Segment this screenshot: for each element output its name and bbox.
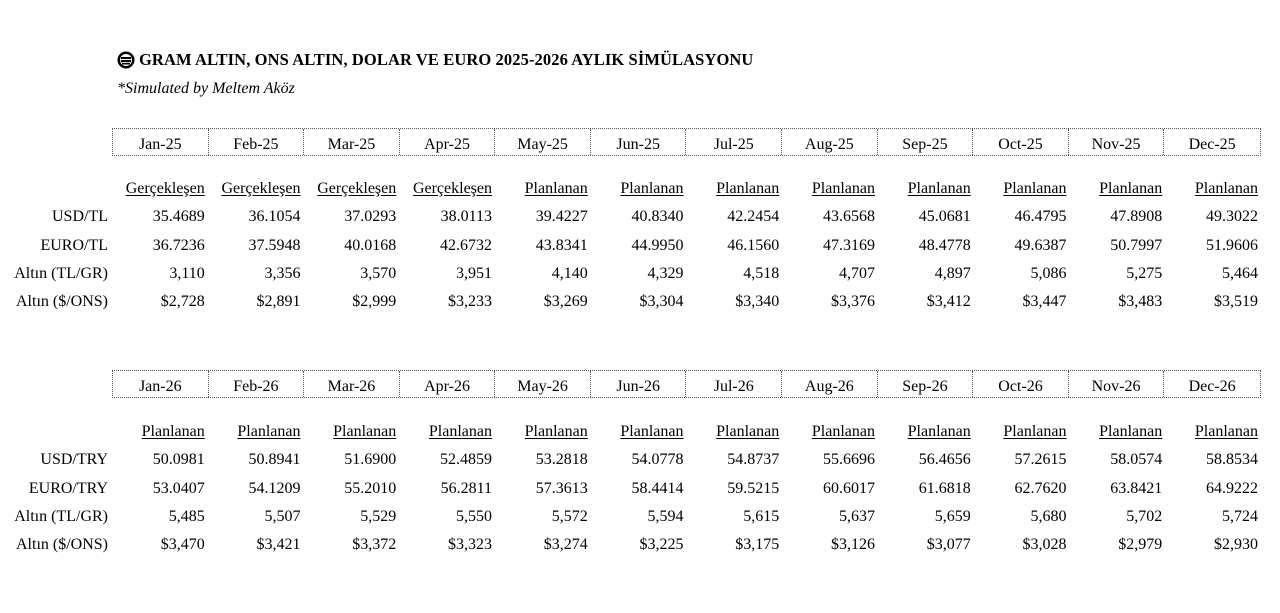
table-cell: 42.6732 — [440, 237, 492, 254]
month-header: Jun-26 — [591, 371, 687, 397]
month-header-row — [112, 128, 1261, 156]
table-cell: 55.6696 — [823, 451, 875, 468]
status-label: Planlanan — [907, 180, 971, 197]
row-label: USD/TL — [52, 208, 108, 225]
table-cell: 60.6017 — [823, 480, 875, 497]
status-label: Gerçekleşen — [412, 180, 492, 197]
status-label: Planlanan — [524, 423, 588, 440]
table-cell: $2,930 — [1214, 536, 1258, 553]
table-cell: 5,485 — [168, 508, 205, 525]
table-cell: $3,175 — [735, 536, 780, 553]
table-cell: $3,421 — [256, 536, 301, 553]
status-label: Planlanan — [716, 423, 780, 440]
month-header: Aug-25 — [782, 129, 878, 155]
month-header: Sep-26 — [878, 371, 974, 397]
table-cell: 5,615 — [743, 508, 780, 525]
table-cell: 4,707 — [839, 265, 875, 282]
table-cell: 38.0113 — [440, 208, 492, 225]
table-cell: 49.3022 — [1206, 208, 1258, 225]
table-cell: 37.0293 — [344, 208, 397, 225]
status-label: Planlanan — [237, 423, 301, 440]
table-cell: 54.0778 — [631, 451, 684, 468]
status-label: Planlanan — [428, 423, 492, 440]
table-cell: $2,999 — [352, 293, 397, 310]
month-header: Mar-25 — [304, 129, 400, 155]
status-label: Planlanan — [141, 423, 205, 440]
table-cell: 45.0681 — [918, 208, 971, 225]
month-header: Oct-25 — [973, 129, 1069, 155]
table-cell: 50.7997 — [1110, 237, 1163, 254]
table-cell: $3,483 — [1118, 293, 1163, 310]
month-header: Apr-25 — [400, 129, 496, 155]
table-cell: 54.1209 — [248, 480, 301, 497]
table-cell: 56.2811 — [440, 480, 492, 497]
status-label: Planlanan — [1099, 423, 1163, 440]
table-cell: 57.3613 — [535, 480, 588, 497]
status-label: Gerçekleşen — [317, 180, 397, 197]
row-label: Altın ($/ONS) — [16, 293, 108, 310]
table-cell: 42.2454 — [727, 208, 780, 225]
table-cell: 5,464 — [1222, 265, 1258, 282]
table-cell: 39.4227 — [535, 208, 588, 225]
table-cell: $3,340 — [735, 293, 780, 310]
month-header-row — [112, 370, 1261, 398]
status-label: Planlanan — [620, 180, 684, 197]
month-header: Feb-26 — [209, 371, 305, 397]
table-cell: 57.2615 — [1014, 451, 1067, 468]
table-cell: 43.8341 — [535, 237, 588, 254]
table-cell: $3,376 — [831, 293, 875, 310]
table-cell: 40.8340 — [631, 208, 684, 225]
month-header: Sep-25 — [878, 129, 974, 155]
status-label: Planlanan — [811, 423, 875, 440]
status-label: Planlanan — [716, 180, 780, 197]
table-cell: $3,412 — [926, 293, 971, 310]
table-cell: 64.9222 — [1206, 480, 1258, 497]
table-cell: 5,550 — [456, 508, 492, 525]
month-header: Aug-26 — [782, 371, 878, 397]
table-cell: $3,519 — [1214, 293, 1258, 310]
table-cell: $3,323 — [448, 536, 492, 553]
month-header: Jan-26 — [113, 371, 209, 397]
table-cell: 5,724 — [1222, 508, 1258, 525]
table-cell: $3,126 — [831, 536, 875, 553]
table-cell: 58.0574 — [1110, 451, 1163, 468]
table-cell: 43.6568 — [823, 208, 875, 225]
table-cell: 63.8421 — [1110, 480, 1163, 497]
table-cell: 36.7236 — [152, 237, 205, 254]
status-label: Gerçekleşen — [125, 180, 205, 197]
table-cell: 58.8534 — [1206, 451, 1258, 468]
table-cell: 5,680 — [1030, 508, 1067, 525]
table-cell: $3,470 — [160, 536, 205, 553]
month-header: Nov-26 — [1069, 371, 1165, 397]
gold-bar-icon — [117, 51, 135, 69]
table-cell: 50.8941 — [248, 451, 301, 468]
table-cell: 5,594 — [647, 508, 684, 525]
month-header: Oct-26 — [973, 371, 1069, 397]
table-cell: 53.2818 — [535, 451, 588, 468]
table-cell: 49.6387 — [1014, 237, 1067, 254]
table-cell: 5,275 — [1126, 265, 1163, 282]
month-header: Dec-26 — [1188, 378, 1236, 395]
status-label: Planlanan — [1003, 423, 1067, 440]
table-cell: $2,891 — [256, 293, 301, 310]
table-cell: $2,728 — [160, 293, 205, 310]
table-cell: 5,637 — [839, 508, 875, 525]
table-cell: 44.9950 — [631, 237, 684, 254]
month-header: Jan-25 — [113, 129, 209, 155]
table-cell: $3,372 — [352, 536, 397, 553]
table-cell: 5,702 — [1126, 508, 1163, 525]
table-cell: 4,518 — [743, 265, 780, 282]
row-label: Altın (TL/GR) — [14, 265, 108, 282]
status-label: Planlanan — [907, 423, 971, 440]
status-label: Planlanan — [1099, 180, 1163, 197]
table-cell: 35.4689 — [152, 208, 205, 225]
table-cell: 47.3169 — [823, 237, 875, 254]
table-cell: 5,659 — [934, 508, 971, 525]
table-cell: 37.5948 — [248, 237, 301, 254]
table-cell: 5,529 — [360, 508, 397, 525]
table-cell: $3,304 — [639, 293, 684, 310]
table-cell: 59.5215 — [727, 480, 780, 497]
table-cell: 50.0981 — [152, 451, 205, 468]
month-header: Dec-25 — [1188, 136, 1236, 153]
table-cell: $3,269 — [543, 293, 588, 310]
table-cell: 55.2010 — [344, 480, 397, 497]
table-cell: 36.1054 — [248, 208, 301, 225]
table-cell: 48.4778 — [918, 237, 971, 254]
month-header: Mar-26 — [304, 371, 400, 397]
table-cell: $3,274 — [543, 536, 588, 553]
table-cell: 52.4859 — [440, 451, 492, 468]
month-header: Apr-26 — [400, 371, 496, 397]
table-cell: 3,356 — [264, 265, 301, 282]
month-header: Jun-25 — [591, 129, 687, 155]
table-cell: 4,897 — [934, 265, 971, 282]
table-cell: 56.4656 — [918, 451, 971, 468]
table-cell: $3,447 — [1022, 293, 1067, 310]
table-cell: 4,329 — [647, 265, 684, 282]
month-header: Feb-25 — [209, 129, 305, 155]
title-text: GRAM ALTIN, ONS ALTIN, DOLAR VE EURO 2025-2026 AYLIK SİMÜLASYONU — [139, 50, 754, 69]
subtitle: *Simulated by Meltem Aköz — [117, 80, 295, 97]
table-cell: 5,086 — [1030, 265, 1067, 282]
row-label: EURO/TL — [40, 237, 108, 254]
table-cell: $3,077 — [926, 536, 971, 553]
table-cell: 58.4414 — [631, 480, 684, 497]
table-cell: 54.8737 — [727, 451, 780, 468]
status-label: Planlanan — [811, 180, 875, 197]
table-cell: $3,225 — [639, 536, 684, 553]
status-label: Planlanan — [1003, 180, 1067, 197]
month-header: Jul-26 — [686, 371, 782, 397]
status-label: Gerçekleşen — [221, 180, 301, 197]
month-header: May-26 — [495, 371, 591, 397]
table-cell: 51.6900 — [344, 451, 397, 468]
table-cell: 51.9606 — [1206, 237, 1258, 254]
month-header: May-25 — [495, 129, 591, 155]
table-cell: 62.7620 — [1014, 480, 1067, 497]
status-label: Planlanan — [620, 423, 684, 440]
table-cell: 3,951 — [456, 265, 492, 282]
status-label: Planlanan — [1194, 423, 1258, 440]
row-label: Altın (TL/GR) — [14, 508, 108, 525]
table-cell: 46.1560 — [727, 237, 780, 254]
table-cell: 5,572 — [551, 508, 588, 525]
table-cell: 5,507 — [264, 508, 301, 525]
table-cell: 3,570 — [360, 265, 397, 282]
row-label: USD/TRY — [40, 451, 108, 468]
table-cell: $2,979 — [1118, 536, 1163, 553]
table-cell: $3,233 — [448, 293, 492, 310]
month-header: Jul-25 — [686, 129, 782, 155]
row-label: Altın ($/ONS) — [16, 536, 108, 553]
table-cell: 3,110 — [169, 265, 205, 282]
page-title — [117, 50, 753, 70]
table-cell: 61.6818 — [918, 480, 971, 497]
status-label: Planlanan — [524, 180, 588, 197]
status-label: Planlanan — [333, 423, 397, 440]
table-cell: 4,140 — [551, 265, 588, 282]
table-cell: 53.0407 — [152, 480, 205, 497]
row-label: EURO/TRY — [28, 480, 108, 497]
status-label: Planlanan — [1194, 180, 1258, 197]
table-cell: 40.0168 — [344, 237, 397, 254]
month-header: Nov-25 — [1069, 129, 1165, 155]
table-cell: $3,028 — [1022, 536, 1067, 553]
table-cell: 46.4795 — [1014, 208, 1067, 225]
table-cell: 47.8908 — [1110, 208, 1163, 225]
